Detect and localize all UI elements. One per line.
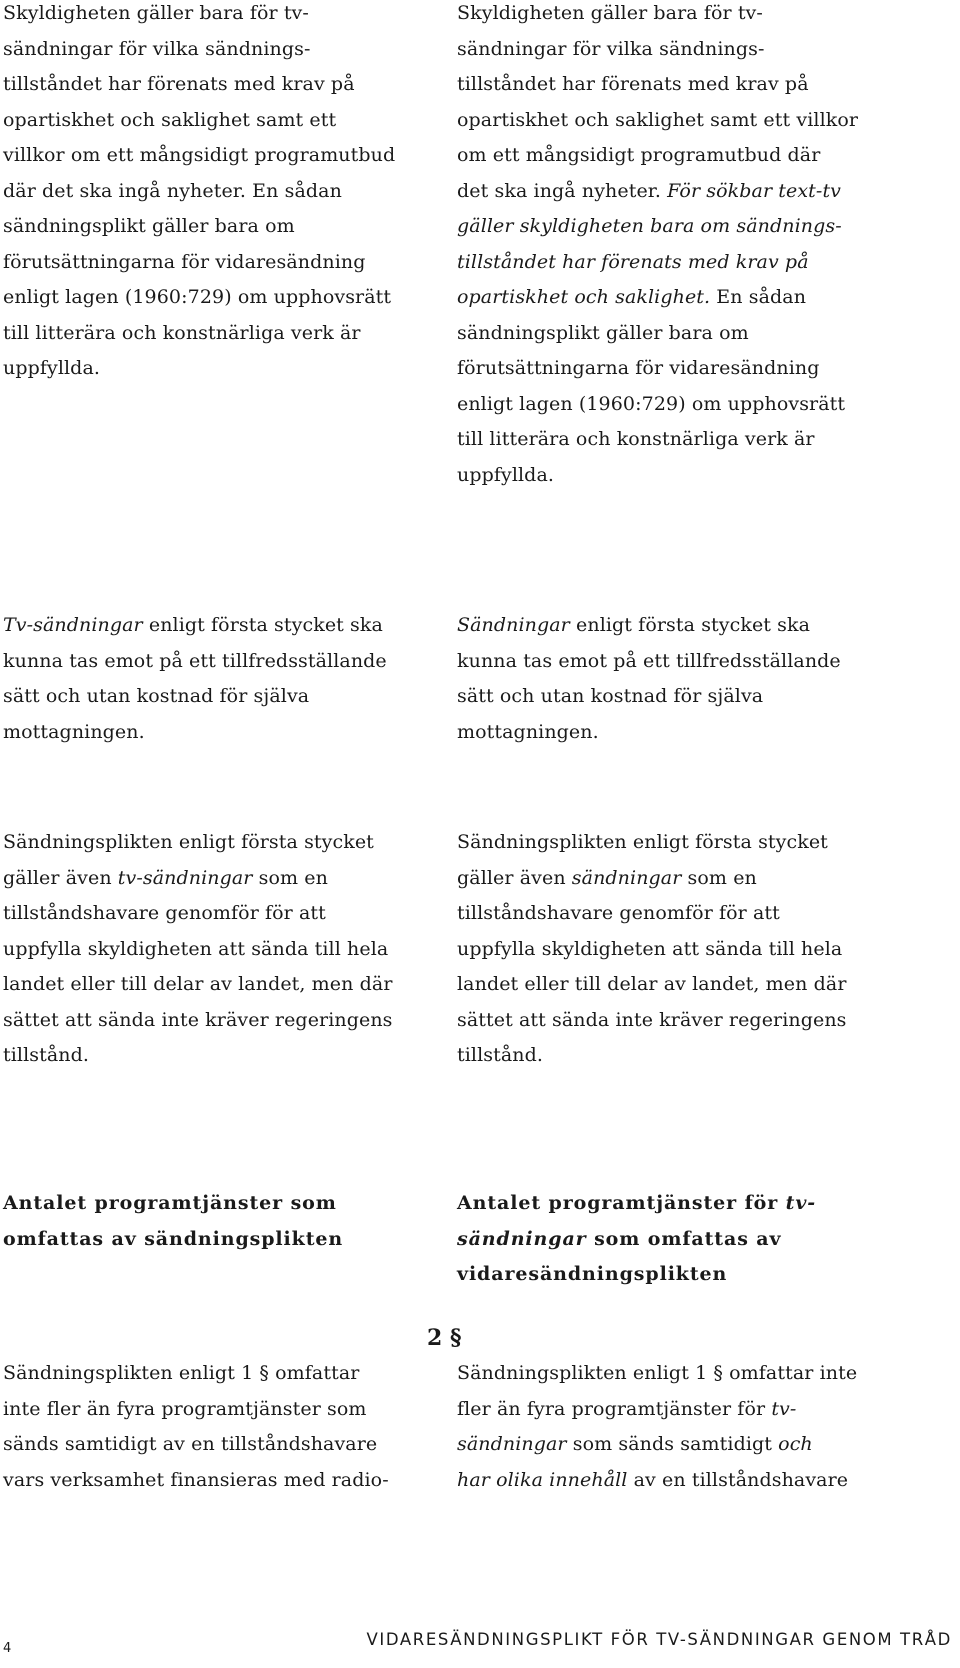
emphasis: tv- xyxy=(785,1192,817,1214)
text-line xyxy=(457,209,937,245)
text-line: Sändningsplikten enligt 1 § omfattar inte xyxy=(457,1362,858,1384)
text-line: tillståndet har förenats med krav på xyxy=(3,73,355,95)
text-line: sätt och utan kostnad för själva xyxy=(3,685,310,707)
page-number: 4 xyxy=(3,1641,12,1656)
text: det ska ingå nyheter. xyxy=(457,179,668,202)
text-line: sätt och utan kostnad för själva xyxy=(457,685,764,707)
emphasis: tv-sändningar xyxy=(117,866,253,889)
emphasis: Tv-sändningar xyxy=(3,614,143,636)
text-line: sättet att sända inte kräver regeringens xyxy=(457,1008,847,1031)
text-line: landet eller till delar av landet, men där xyxy=(457,973,847,995)
text-line xyxy=(457,861,937,897)
text-line: mottagningen. xyxy=(457,720,599,743)
heading-line: Antalet programtjänster som xyxy=(3,1192,337,1214)
text: som en xyxy=(681,866,757,889)
text: som en xyxy=(252,866,328,889)
text-line: om ett mångsidigt programutbud där xyxy=(457,144,821,166)
text-line: uppfyllda. xyxy=(457,463,555,486)
emphasis: sändningar xyxy=(457,1227,587,1250)
text-line: tillståndshavare genomför för att xyxy=(3,902,326,924)
emphasis: För sökbar text-tv xyxy=(667,179,842,202)
left-paragraph-4 xyxy=(3,1356,433,1498)
text: gäller även xyxy=(457,866,572,889)
text-line: sändningar för vilka sändnings- xyxy=(457,37,765,60)
text-line: tillståndshavare genomför för att xyxy=(457,902,780,924)
text-line: tillståndet har förenats med krav på xyxy=(457,73,809,95)
text-line xyxy=(457,174,937,210)
emphasis: Sändningar xyxy=(457,614,570,636)
emphasis: har olika innehåll xyxy=(457,1468,628,1491)
text-line: enligt lagen (1960:729) om upphovsrätt xyxy=(457,392,846,415)
text-line: tillstånd. xyxy=(457,1044,544,1066)
text-line: Sändningsplikten enligt 1 § omfattar xyxy=(3,1362,360,1384)
text-line: uppfyllda. xyxy=(3,357,101,379)
text-line: opartiskhet och saklighet samt ett villkor xyxy=(457,108,859,131)
right-paragraph-1 xyxy=(457,0,937,493)
text: fler än fyra programtjänster för xyxy=(457,1397,772,1420)
text-line: sänds samtidigt av en tillståndshavare xyxy=(3,1433,378,1455)
text-line: sättet att sända inte kräver regeringens xyxy=(3,1008,393,1031)
left-paragraph-1 xyxy=(3,0,433,387)
text-line xyxy=(3,608,433,644)
text-line: villkor om ett mångsidigt programutbud xyxy=(3,144,396,166)
emphasis: sändningar xyxy=(571,866,682,889)
emphasis: gäller skyldigheten bara om sändnings- xyxy=(457,215,842,237)
text-line: förutsättningarna för vidaresändning xyxy=(3,250,366,273)
text-line xyxy=(457,1427,937,1463)
emphasis: tillståndet har förenats med krav på xyxy=(457,250,809,273)
text-line: inte fler än fyra programtjänster som xyxy=(3,1397,367,1420)
emphasis: tv- xyxy=(771,1397,797,1420)
emphasis: sändningar xyxy=(457,1433,567,1455)
text-line xyxy=(457,245,937,281)
right-section-heading xyxy=(457,1186,937,1293)
text-line: vars verksamhet finansieras med radio- xyxy=(3,1468,389,1491)
text-line: uppfylla skyldigheten att sända till hela xyxy=(457,937,843,960)
text-line: landet eller till delar av landet, men där xyxy=(3,973,393,995)
text: av en tillståndshavare xyxy=(627,1468,849,1491)
heading-line: vidaresändningsplikten xyxy=(457,1263,728,1285)
text-line xyxy=(457,608,937,644)
section-mark: 2 § xyxy=(427,1325,462,1351)
text-line: sändningsplikt gäller bara om xyxy=(3,215,295,237)
text-line xyxy=(457,1392,937,1428)
text-line: där det ska ingå nyheter. En sådan xyxy=(3,179,342,202)
text-line: till litterära och konstnärliga verk är xyxy=(3,321,361,344)
emphasis: och xyxy=(778,1433,813,1455)
text-line: enligt lagen (1960:729) om upphovsrätt xyxy=(3,286,392,308)
text-line: förutsättningarna för vidaresändning xyxy=(457,357,820,379)
text-line xyxy=(457,280,937,316)
left-paragraph-3 xyxy=(3,825,433,1074)
text-line: Skyldigheten gäller bara för tv- xyxy=(457,2,763,24)
left-paragraph-2 xyxy=(3,608,433,750)
right-paragraph-4 xyxy=(457,1356,937,1498)
text: En sådan xyxy=(710,286,807,308)
right-paragraph-3 xyxy=(457,825,937,1074)
running-footer-title: VIDARESÄNDNINGSPLIKT FÖR TV-SÄNDNINGAR GENOM TRÅD xyxy=(366,1630,952,1649)
text-line xyxy=(3,861,433,897)
text-line: Sändningsplikten enligt första stycket xyxy=(457,831,828,853)
text-line: opartiskhet och saklighet samt ett xyxy=(3,108,337,131)
heading-line xyxy=(457,1222,937,1258)
text: som omfattas av xyxy=(586,1227,782,1250)
text-line: sändningsplikt gäller bara om xyxy=(457,321,749,344)
text-line xyxy=(457,1463,937,1499)
text-line: tillstånd. xyxy=(3,1044,90,1066)
text-line: kunna tas emot på ett tillfredsställande xyxy=(3,649,387,672)
text: enligt första stycket ska xyxy=(569,614,811,636)
text-line: Skyldigheten gäller bara för tv- xyxy=(3,2,309,24)
text-line: sändningar för vilka sändnings- xyxy=(3,37,311,60)
emphasis: opartiskhet och saklighet. xyxy=(457,286,711,308)
text: som sänds samtidigt xyxy=(566,1433,779,1455)
heading-line: omfattas av sändningsplikten xyxy=(3,1227,344,1250)
text-line: kunna tas emot på ett tillfredsställande xyxy=(457,649,841,672)
text-line: Sändningsplikten enligt första stycket xyxy=(3,831,374,853)
left-section-heading xyxy=(3,1186,433,1257)
heading-line xyxy=(457,1186,937,1222)
text: gäller även xyxy=(3,866,118,889)
text: Antalet programtjänster för xyxy=(457,1192,786,1214)
text: enligt första stycket ska xyxy=(142,614,383,636)
text-line: till litterära och konstnärliga verk är xyxy=(457,428,815,450)
text-line: uppfylla skyldigheten att sända till hela xyxy=(3,937,389,960)
right-paragraph-2 xyxy=(457,608,937,750)
text-line: mottagningen. xyxy=(3,720,145,743)
